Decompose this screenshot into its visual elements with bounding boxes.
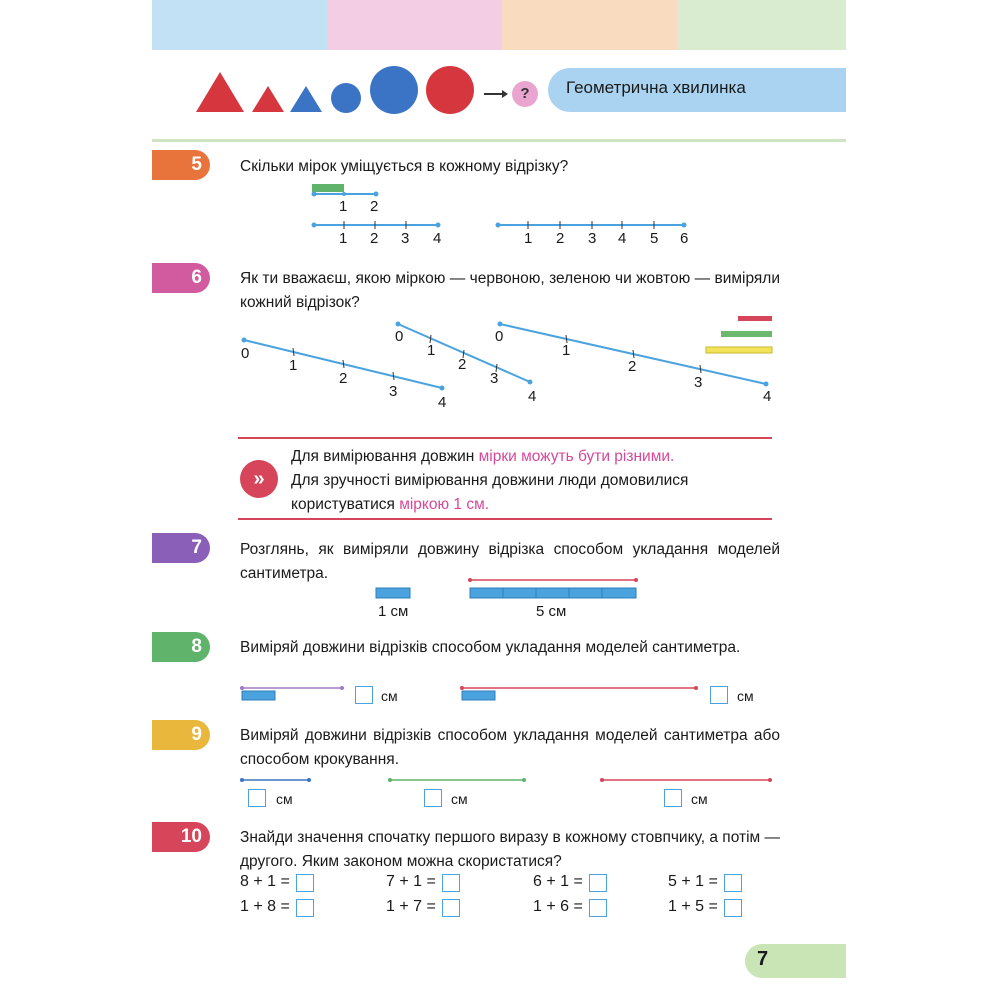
- t8-unit-2: см: [737, 688, 754, 704]
- t6b-label-2: 2: [458, 356, 467, 373]
- task-6-segments: [230, 310, 790, 400]
- info-text: [291, 445, 688, 517]
- small-blue-circle-icon: [331, 83, 361, 113]
- task-7-text: Розглянь, як виміряли довжину відрізка способом укладання моделей сантиметра.: [240, 541, 780, 582]
- t10-col1-bottom: 1 + 8 =: [240, 898, 290, 915]
- task-7-badge: 7: [152, 533, 210, 563]
- shapes-sequence: [190, 60, 510, 120]
- t5b-label-2: 2: [370, 230, 379, 247]
- task-5-segments: [300, 180, 700, 230]
- question-mark-bubble: ?: [512, 81, 538, 107]
- task-8-badge: 8: [152, 632, 210, 662]
- task-10-text: Знайди значення спочатку першого виразу в кожному стовпчику, а потім — другого. Яким законом можна скористатися?: [240, 829, 780, 870]
- t9-answer-box-2[interactable]: [424, 789, 442, 807]
- info-line-3: користуватися міркою 1 см.: [291, 496, 490, 513]
- t10-col4-top-box[interactable]: [724, 874, 742, 892]
- section-title: Геометрична хвилинка: [566, 78, 746, 97]
- t9-unit-3: см: [691, 791, 708, 807]
- t10-col3-bottom: 1 + 6 =: [533, 898, 583, 915]
- t6a-label-4: 4: [438, 394, 447, 411]
- task-10-badge: 10: [152, 822, 210, 852]
- t10-col4-bottom: 1 + 5 =: [668, 898, 718, 915]
- t6b-label-3: 3: [490, 370, 499, 387]
- t8-answer-box-2[interactable]: [710, 686, 728, 704]
- page-number: 7: [757, 948, 769, 970]
- header-strip-orange: [502, 0, 677, 50]
- t6c-label-1: 1: [562, 342, 571, 359]
- t10-col4-top: 5 + 1 =: [668, 873, 718, 890]
- info-line-1: Для вимірювання довжин мірки можуть бути різними.: [291, 448, 675, 465]
- t6c-label-2: 2: [628, 358, 637, 375]
- t6a-label-2: 2: [339, 370, 348, 387]
- t10-col2-top: 7 + 1 =: [386, 873, 436, 890]
- t10-col1-top-box[interactable]: [296, 874, 314, 892]
- t10-col2-bottom: 1 + 7 =: [386, 898, 436, 915]
- t5c-label-1: 1: [524, 230, 533, 247]
- t6b-label-1: 1: [427, 342, 436, 359]
- large-red-circle-icon: [426, 66, 474, 114]
- small-red-triangle-icon: [252, 86, 284, 112]
- task-9-text: Виміряй довжини відрізків способом укладання моделей сантиметра або способом крокування.: [240, 727, 780, 768]
- header-strip-blue: [152, 0, 327, 50]
- t9-answer-box-1[interactable]: [248, 789, 266, 807]
- t8-unit-1: см: [381, 688, 398, 704]
- t6a-label-0: 0: [241, 345, 250, 362]
- task-8-segments: [236, 680, 706, 704]
- t5c-label-5: 5: [650, 230, 659, 247]
- t9-answer-box-3[interactable]: [664, 789, 682, 807]
- small-blue-triangle-icon: [290, 86, 322, 112]
- t5b-label-1: 1: [339, 230, 348, 247]
- t6c-label-0: 0: [495, 328, 504, 345]
- t6a-label-1: 1: [289, 357, 298, 374]
- t7-label-5cm: 5 см: [536, 603, 567, 620]
- t8-answer-box-1[interactable]: [355, 686, 373, 704]
- t6a-label-3: 3: [389, 383, 398, 400]
- t10-col1-top: 8 + 1 =: [240, 873, 290, 890]
- t9-unit-2: см: [451, 791, 468, 807]
- task-9-badge: 9: [152, 720, 210, 750]
- task-8-text: Виміряй довжини відрізків способом укладання моделей сантиметра.: [240, 639, 741, 656]
- t6b-label-0: 0: [395, 328, 404, 345]
- task-9-segments: [236, 773, 776, 787]
- task-5-text: Скільки мірок уміщується в кожному відрізку?: [240, 158, 569, 175]
- t5a-label-1: 1: [339, 198, 348, 215]
- info-arrow-icon: »: [240, 460, 278, 498]
- t10-col4-bottom-box[interactable]: [724, 899, 742, 917]
- task-6-text: Як ти вважаєш, якою міркою — червоною, зеленою чи жовтою — виміряли кожний відрізок?: [240, 270, 780, 311]
- t5c-label-2: 2: [556, 230, 565, 247]
- task-7-cm-models: [370, 575, 650, 605]
- info-bottom-rule: [238, 518, 772, 520]
- t10-col3-top-box[interactable]: [589, 874, 607, 892]
- t9-unit-1: см: [276, 791, 293, 807]
- t5c-label-3: 3: [588, 230, 597, 247]
- t5a-label-2: 2: [370, 198, 379, 215]
- t6c-label-4: 4: [763, 388, 772, 405]
- large-blue-circle-icon: [370, 66, 418, 114]
- t5b-label-3: 3: [401, 230, 410, 247]
- t5c-label-6: 6: [680, 230, 689, 247]
- t10-col3-bottom-box[interactable]: [589, 899, 607, 917]
- t6b-label-4: 4: [528, 388, 537, 405]
- header-strip-green: [677, 0, 846, 50]
- t10-col1-bottom-box[interactable]: [296, 899, 314, 917]
- large-red-triangle-icon: [196, 72, 244, 112]
- info-top-rule: [238, 437, 772, 439]
- t5b-label-4: 4: [433, 230, 442, 247]
- header-strip-pink: [327, 0, 502, 50]
- task-5-badge: 5: [152, 150, 210, 180]
- t7-label-1cm: 1 см: [378, 603, 409, 620]
- task-6-badge: 6: [152, 263, 210, 293]
- info-line-2: Для зручності вимірювання довжини люди домовилися: [291, 472, 689, 489]
- t5c-label-4: 4: [618, 230, 627, 247]
- header-divider: [152, 139, 846, 142]
- t6c-label-3: 3: [694, 374, 703, 391]
- t10-col2-top-box[interactable]: [442, 874, 460, 892]
- t10-col2-bottom-box[interactable]: [442, 899, 460, 917]
- t10-col3-top: 6 + 1 =: [533, 873, 583, 890]
